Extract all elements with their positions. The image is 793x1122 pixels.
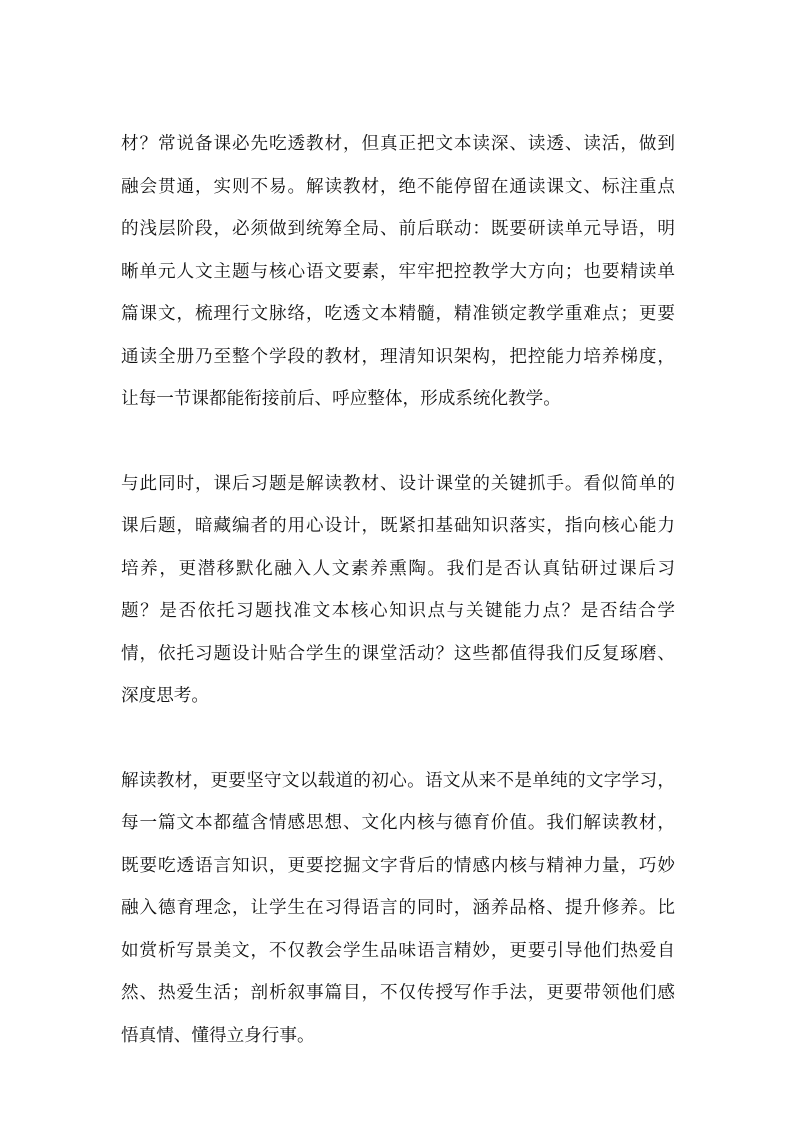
text-line: 既要吃透语言知识，更要挖掘文字背后的情感内核与精神力量，巧妙 <box>121 855 675 876</box>
text-line: 悟真情、懂得立身行事。 <box>121 1025 315 1046</box>
text-line: 培养，更潜移默化融入人文素养熏陶。我们是否认真钻研过课后习 <box>121 558 675 579</box>
text-line: 篇课文，梳理行文脉络，吃透文本精髓，精准锁定教学重难点；更要 <box>121 304 675 324</box>
document-body <box>121 123 675 1057</box>
text-line: 融入德育理念，让学生在习得语言的同时，涵养品格、提升修养。比 <box>121 898 675 918</box>
text-line: 的浅层阶段，必须做到统筹全局、前后联动：既要研读单元导语，明 <box>121 219 675 239</box>
text-line: 解读教材，更要坚守文以载道的初心。语文从来不是单纯的文字学习， <box>121 770 675 791</box>
text-line: 然、热爱生活；剖析叙事篇目，不仅传授写作手法，更要带领他们感 <box>121 983 675 1003</box>
paragraph-gap <box>121 421 675 463</box>
text-line: 如赏析写景美文，不仅教会学生品味语言精妙，更要引导他们热爱自 <box>121 940 675 961</box>
text-line: 情，依托习题设计贴合学生的课堂活动？这些都值得我们反复琢磨、 <box>121 643 675 664</box>
text-line: 深度思考。 <box>121 686 209 706</box>
text-line: 通读全册乃至整个学段的教材，理清知识架构，把控能力培养梯度， <box>121 346 675 367</box>
text-line: 让每一节课都能衔接前后、呼应整体，形成系统化教学。 <box>121 389 561 409</box>
text-line: 晰单元人文主题与核心语文要素，牢牢把控教学大方向；也要精读单 <box>121 261 675 282</box>
text-line: 每一篇文本都蕴含情感思想、文化内核与德育价值。我们解读教材， <box>121 813 675 833</box>
text-line: 题？是否依托习题找准文本核心知识点与关键能力点？是否结合学 <box>121 601 675 621</box>
text-line: 材？常说备课必先吃透教材，但真正把文本读深、读透、读活，做到 <box>121 134 675 154</box>
paragraph-gap <box>121 718 675 760</box>
text-line: 与此同时，课后习题是解读教材、设计课堂的关键抓手。看似简单的 <box>121 473 675 494</box>
paragraph-1 <box>121 123 675 421</box>
paragraph-3 <box>121 760 675 1058</box>
text-line: 融会贯通，实则不易。解读教材，绝不能停留在通读课文、标注重点 <box>121 176 675 197</box>
text-line: 课后题，暗藏编者的用心设计，既紧扣基础知识落实，指向核心能力 <box>121 516 675 536</box>
paragraph-2 <box>121 463 675 718</box>
